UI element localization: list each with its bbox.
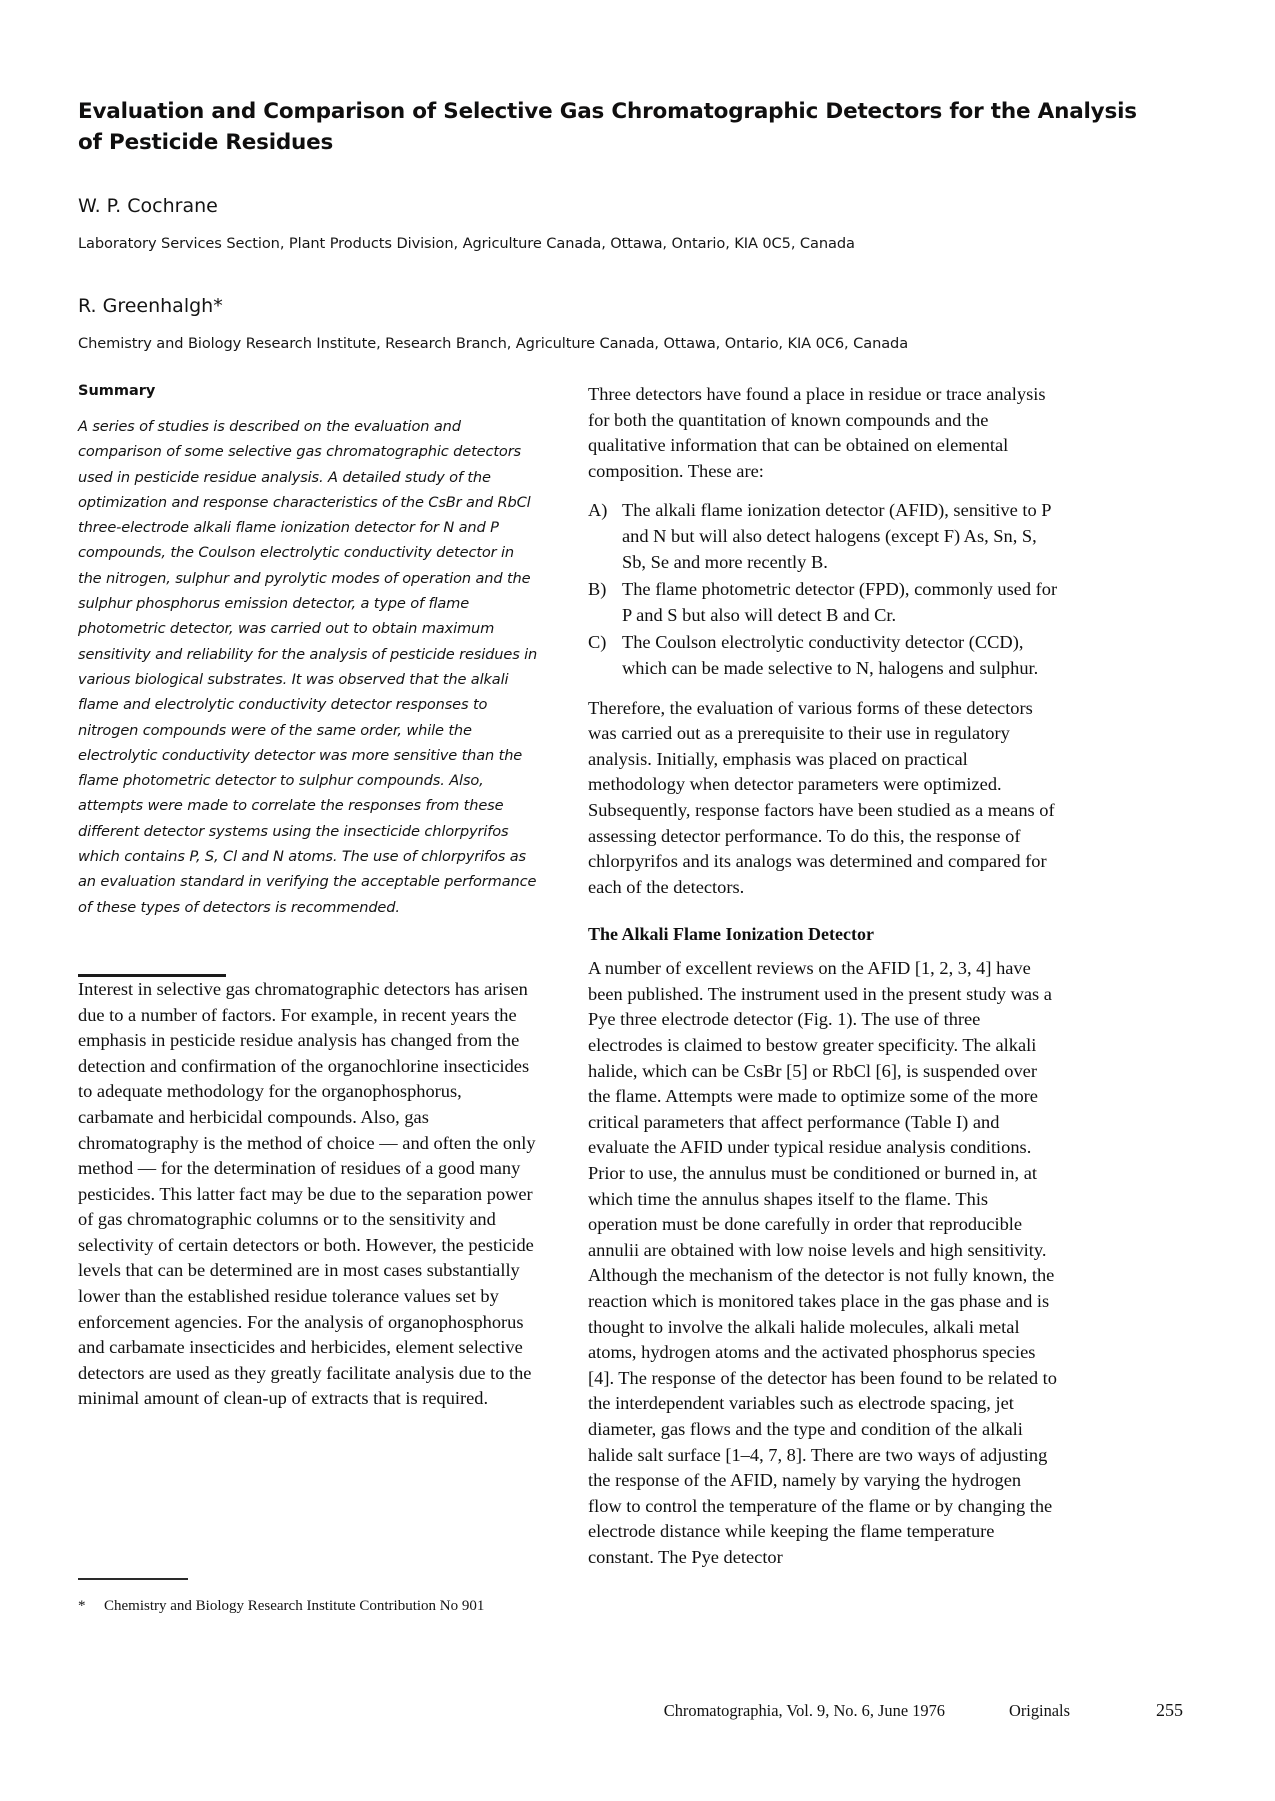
article-header <box>78 96 1178 354</box>
author-name-1: W. P. Cochrane <box>78 195 218 217</box>
list-item-text: The alkali flame ionization detector (AFID), sensitive to P and N but will also detect halogens (except F) As, Sn, S, Sb, Se and more recently B. <box>622 500 1051 572</box>
therefore-paragraph: Therefore, the evaluation of various forms of these detectors was carried out as a prerequisite to their use in regulatory analysis. Initially, emphasis was placed on practical methodology when detector parameters were optimized. Subsequently, response factors have been studied as a means of assessing detector performance. To do this, the response of chlorpyrifos and its analogs was determined and compared for each of the detectors. <box>588 697 1055 897</box>
page-number: 255 <box>1156 1700 1183 1720</box>
summary-heading: Summary <box>78 383 156 399</box>
page-title: Evaluation and Comparison of Selective Gas Chromatographic Detectors for the Analysis of Pesticide Residues <box>78 99 1137 155</box>
list-item-text: The Coulson electrolytic conductivity detector (CCD), which can be made selective to N, halogens and sulphur. <box>622 632 1039 678</box>
list-item <box>588 498 1058 575</box>
detector-list <box>588 498 1058 681</box>
right-column <box>588 382 1058 1571</box>
footnote-block <box>78 1578 548 1616</box>
list-item-marker: A) <box>588 500 608 521</box>
summary-text: A series of studies is described on the evaluation and comparison of some selective gas chromatographic detectors used in pesticide residue analysis. A detailed study of the optimization and response characteristics of the CsBr and RbCl three-electrode alkali flame ionization detector for N and P compounds, the Coulson electrolytic conductivity detector in the nitrogen, sulphur and pyrolytic modes of operation and the sulphur phosphorus emission detector, a type of flame photometric detector, was carried out to obtain maximum sensitivity and reliability for the analysis of pesticide residues in various biological substrates. It was observed that the alkali flame and electrolytic conductivity detector responses to nitrogen compounds were of the same order, while the electrolytic conductivity detector was more sensitive than the flame photometric detector to sulphur compounds. Also, attempts were made to correlate the responses from these different detector systems using the insecticide chlorpyrifos which contains P, S, Cl and N atoms. The use of chlorpyrifos as an evaluation standard in verifying the acceptable performance of these types of detectors is recommended. <box>78 418 538 916</box>
author-name-2: R. Greenhalgh* <box>78 295 223 317</box>
footnote <box>78 1596 548 1616</box>
author-affiliation-2: Chemistry and Biology Research Institute, Research Branch, Agriculture Canada, Ottawa, Ontario, KIA 0C6, Canada <box>78 335 909 352</box>
list-item-marker: B) <box>588 579 607 600</box>
list-item <box>588 577 1058 628</box>
left-column <box>78 382 540 1571</box>
body-columns <box>78 382 1183 1571</box>
footnote-marker: * <box>78 1598 86 1614</box>
section-heading-afid: The Alkali Flame Ionization Detector <box>588 924 874 945</box>
journal-citation: Chromatographia, Vol. 9, No. 6, June 1976 <box>663 1701 945 1720</box>
author-affiliation-1: Laboratory Services Section, Plant Products Division, Agriculture Canada, Ottawa, Ontario, KIA 0C5, Canada <box>78 235 855 252</box>
intro-paragraph: Interest in selective gas chromatographic detectors has arisen due to a number of factors. For example, in recent years the emphasis in pesticide residue analysis has changed from the detection and confirmation of the organochlorine insecticides to adequate methodology for the organophosphorus, carbamate and herbicidal compounds. Also, gas chromatography is the method of choice — and often the only method — for the determination of residues of a good many pesticides. This latter fact may be due to the separation power of gas chromatographic columns or to the sensitivity and selectivity of certain detectors or both. However, the pesticide levels that can be determined are in most cases substantially lower than the established residue tolerance values set by enforcement agencies. For the analysis of organophosphorus and carbamate insecticides and herbicides, element selective detectors are used as they greatly facilitate analysis due to the minimal amount of clean-up of extracts that is required. <box>78 978 536 1409</box>
list-item <box>588 630 1058 681</box>
list-item-text: The flame photometric detector (FPD), commonly used for P and S but also will detect B and Cr. <box>622 579 1058 625</box>
footnote-divider-rule <box>78 1578 188 1580</box>
footnote-text: Chemistry and Biology Research Institute Contribution No 901 <box>104 1598 485 1614</box>
footer-section-label: Originals <box>1008 1701 1070 1720</box>
page-footer <box>78 1700 1183 1721</box>
list-item-marker: C) <box>588 632 607 653</box>
afid-paragraph: A number of excellent reviews on the AFID [1, 2, 3, 4] have been published. The instrument used in the present study was a Pye three electrode detector (Fig. 1). The use of three electrodes is claimed to bestow greater specificity. The alkali halide, which can be CsBr [5] or RbCl [6], is suspended over the flame. Attempts were made to optimize some of the more critical parameters that affect performance (Table I) and evaluate the AFID under typical residue analysis conditions. Prior to use, the annulus must be conditioned or burned in, at which time the annulus shapes itself to the flame. This operation must be done carefully in order that reproducible annulii are obtained with low noise levels and high sensitivity. Although the mechanism of the detector is not fully known, the reaction which is monitored takes place in the gas phase and is thought to involve the alkali halide molecules, alkali metal atoms, hydrogen atoms and the activated phosphorus species [4]. The response of the detector has been found to be related to the interdependent variables such as electrode spacing, jet diameter, gas flows and the type and condition of the alkali halide salt surface [1–4, 7, 8]. There are two ways of adjusting the response of the AFID, namely by varying the hydrogen flow to control the temperature of the flame or by changing the electrode distance while keeping the flame temperature constant. The Pye detector <box>588 958 1057 1567</box>
opening-paragraph: Three detectors have found a place in residue or trace analysis for both the quantitation of known compounds and the qualitative information that can be obtained on elemental composition. These are: <box>588 384 1046 481</box>
